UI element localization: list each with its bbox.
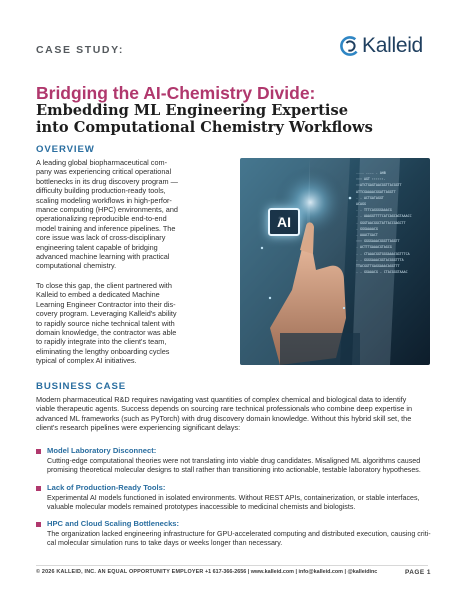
code-line: ::ATCTGAGTAACGGTTACGGTT [356,183,402,188]
text-line: cal molecular simulation runs to take days or weeks longer than necessary. [47,539,283,548]
code-line: ACAGG [356,202,366,207]
code-stream [356,170,428,275]
text-line: core issue was lack of cross-disciplinary [36,233,166,243]
case-study-label: CASE STUDY: [36,44,124,56]
text-line: client's research pipelines were experiencing significant delays: [36,423,241,433]
bullet-body [47,494,435,512]
page-subtitle [36,102,446,136]
kalleid-logo [339,35,423,57]
code-line: - - CTAAACGGTGGGAAACGGTTTCA [356,251,410,256]
text-line: advanced machine learning with practical [36,252,170,262]
bullet-title: HPC and Cloud Scaling Bottlenecks: [47,519,180,528]
text-line: viable therapeutic agents. Success depends on sourcing rare technical professionals who combine deep expertise in [36,404,413,414]
code-line: - - TTTCAGGGGAAACG [356,208,392,213]
page-title: Bridging the AI-Chemistry Divide: [36,83,316,103]
text-line: Modern pharmaceutical R&D requires navigating vast quantities of complex chemical and biological data to identify [36,395,407,404]
footer-contact: +1 617-366-2656 | www.kalleid.com | info@kalleid.com | @kalleidinc [205,569,378,575]
code-line: ATTCGAAAACGGATTAGGTT [356,189,396,194]
text-line: operationalizing reproducible end-to-end [36,214,167,224]
code-line: ::: AGT ::::::. [356,177,386,182]
text-line: To close this gap, the client partnered with [36,281,172,290]
text-line: valuable molecular models remained prototypes inaccessible to medicinal chemists and biologists. [47,503,356,512]
text-line: The organization lacked engineering infrastructure for GPU-accelerated computing and distributed execution, causing criti- [47,530,431,538]
text-line: mance computing (HPC) environments, and [36,205,178,215]
hero-image-ai-hand [240,158,430,365]
code-line: - GGGTAACGGCTATTACCGAGCTT [356,220,406,225]
code-line: TTACGGTTGAGGAAACAGGTTT [356,264,400,269]
text-line: Experimental AI models functioned in isolated environments. Without REST APIs, containerization, or stable interfaces, [47,494,420,502]
ai-chip-badge [268,208,300,236]
text-line: scaling modeling workflows in high-perfor- [36,195,172,205]
business-case-paragraph [36,395,428,433]
overview-paragraph-2 [36,281,228,366]
bullet-marker [36,449,41,454]
bullet-title: Model Laboratory Disconnect: [47,446,157,455]
text-line: advanced ML frameworks (such as PyTorch) with drug discovery domain knowledge. Without this hybrid skill set, the [36,413,412,423]
code-line: - ACTTTGAAACGTAGCG [356,245,392,250]
footer-copyright: © 2026 KALLEID, INC. AN EQUAL OPPORTUNITY EMPLOYER [36,569,204,575]
code-line: - - AAAGGTTTTCATCAGCAGTAAACC [356,214,412,219]
brand-name: Kalleid [362,34,423,57]
bullet-title: Lack of Production-Ready Tools: [47,483,166,492]
text-line: engineering talent capable of bridging [36,242,158,252]
text-line: Cutting-edge computational theories were not translating into viable drug candidates. Misaligned ML algorithms caused [47,457,421,465]
kalleid-logo-icon [339,35,361,57]
page-number: PAGE 1 [405,569,431,576]
bullet-body [47,457,435,475]
overview-paragraph-1 [36,158,228,271]
text-line: eliminating the lengthy onboarding cycles [36,346,170,356]
footer-divider [36,565,428,566]
overview-heading: OVERVIEW [36,144,95,155]
text-line: to rapidly source niche technical talent with [36,318,175,328]
ai-badge-text: AI [277,214,291,230]
code-line: - - GGGGAAACGGTACGGGTTTA [356,257,404,262]
text-line: model training and inference pipelines. The [36,223,176,233]
code-line: - - GGAAACG - CTACGGGTAAAC [356,270,408,275]
subtitle-line: Embedding ML Engineering Expertise [36,102,348,119]
text-line: covery program. Leveraging Kalleid's ability [36,309,177,319]
text-line: A leading global biopharmaceutical com- [36,158,168,167]
code-line: -.-- ---- . AHB [356,171,386,175]
text-line: difficulty building production-ready tools, [36,186,166,196]
subtitle-line: into Computational Chemistry Workflows [36,119,373,136]
bullet-marker [36,486,41,491]
text-line: typical of complex AI initiatives. [36,356,137,366]
text-line: Kalleid to embed a dedicated Machine [36,290,160,300]
text-line: Learning Engineer Contractor into their dis- [36,299,176,309]
text-line: computational chemistry. [36,261,117,271]
text-line: domain knowledge, the contractor was able [36,328,177,338]
bullet-marker [36,522,41,527]
text-line: pany was experiencing critical operational [36,167,172,177]
code-line: - - ACTGATAGGT [356,195,384,200]
code-line: - AAACTGACT [356,233,378,238]
business-case-heading: BUSINESS CASE [36,381,127,392]
code-line: - GGGAAAACG [356,226,378,231]
code-line: ::: GGGGAAACGGGTTAGGTT [356,239,400,244]
bullet-body [47,530,435,548]
text-line: to rapidly integrate into the client's team, [36,337,167,347]
text-line: bottlenecks in its drug discovery program — [36,176,178,186]
text-line: promising theoretical molecular designs to stall rather than transitioning into actionable, testable laboratory hypotheses. [47,466,421,475]
